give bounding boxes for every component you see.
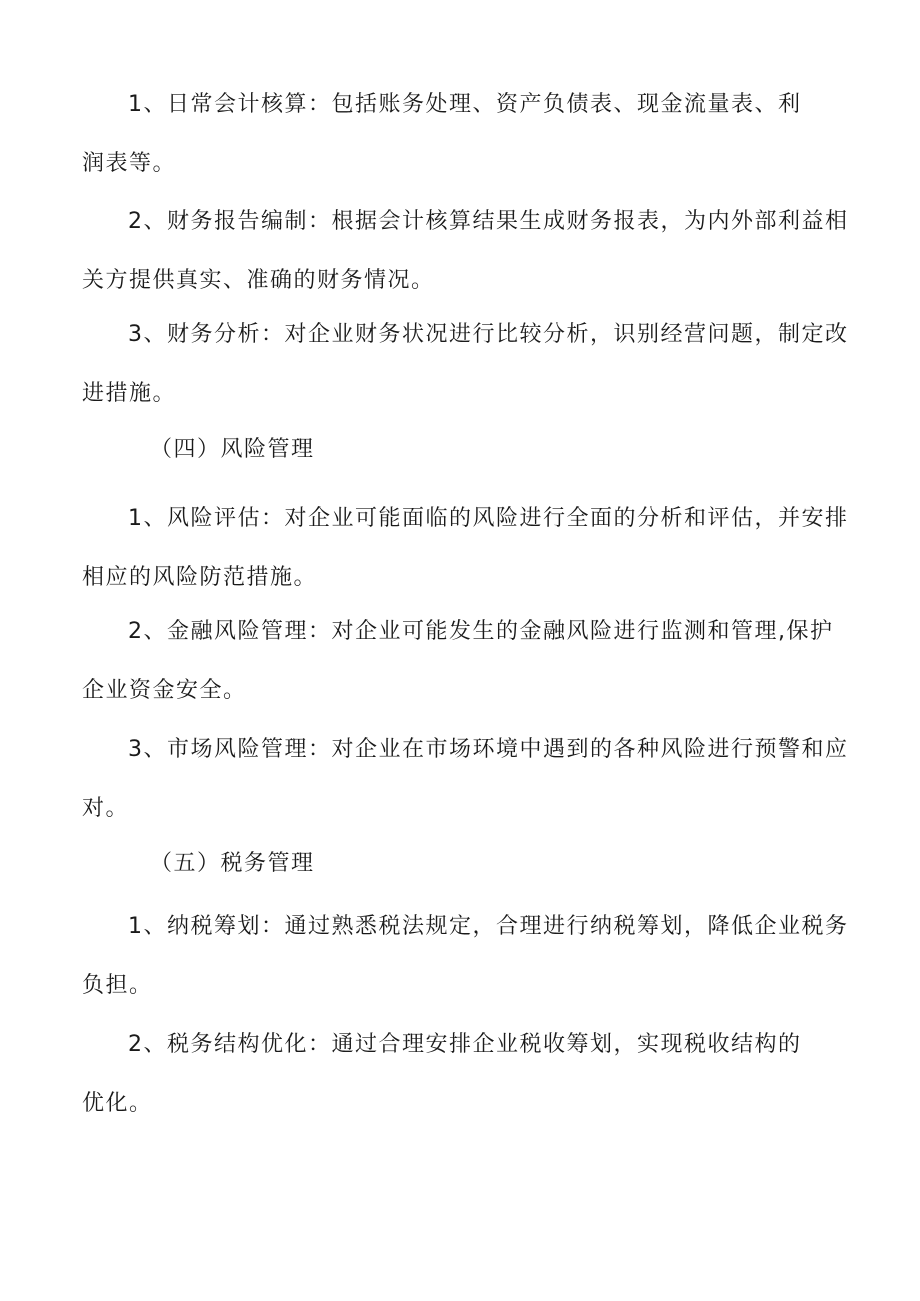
paragraph-line: 2、财务报告编制：根据会计核算结果生成财务报表，为内外部利益相: [128, 209, 849, 234]
paragraph-line: 2、金融风险管理：对企业可能发生的金融风险进行监测和管理,保护: [128, 619, 834, 644]
list-item-market-risk: [82, 720, 849, 838]
list-item-financial-risk: [82, 602, 842, 720]
paragraph-line: 负担。: [82, 973, 153, 998]
paragraph-line: 1、日常会计核算：包括账务处理、资产负债表、现金流量表、利: [128, 92, 802, 117]
list-item-tax-planning: [82, 897, 849, 1015]
paragraph-line: 1、纳税筹划：通过熟悉税法规定，合理进行纳税筹划，降低企业税务: [128, 914, 849, 939]
paragraph-line: 1、风险评估：对企业可能面临的风险进行全面的分析和评估，并安排: [128, 506, 849, 531]
list-item-tax-structure: [82, 1015, 842, 1133]
paragraph-line: 优化。: [82, 1091, 153, 1116]
paragraph-line: 对。: [82, 796, 130, 821]
paragraph-line: 3、财务分析：对企业财务状况进行比较分析，识别经营问题，制定改: [128, 322, 849, 347]
paragraph-line: 进措施。: [82, 381, 177, 406]
list-item-analysis: [82, 305, 849, 423]
section-heading-tax: （五）税务管理: [150, 851, 315, 876]
paragraph-line: 相应的风险防范措施。: [82, 565, 318, 590]
paragraph-line: 关方提供真实、准确的财务情况。: [82, 268, 435, 293]
list-item-accounting: [82, 75, 842, 193]
paragraph-line: 润表等。: [82, 151, 177, 176]
section-heading-risk: （四）风险管理: [150, 437, 315, 462]
list-item-risk-assessment: [82, 489, 849, 607]
paragraph-line: 3、市场风险管理：对企业在市场环境中遇到的各种风险进行预警和应: [128, 737, 849, 762]
list-item-report: [82, 192, 849, 310]
paragraph-line: 企业资金安全。: [82, 678, 247, 703]
paragraph-line: 2、税务结构优化：通过合理安排企业税收筹划，实现税收结构的: [128, 1032, 802, 1057]
